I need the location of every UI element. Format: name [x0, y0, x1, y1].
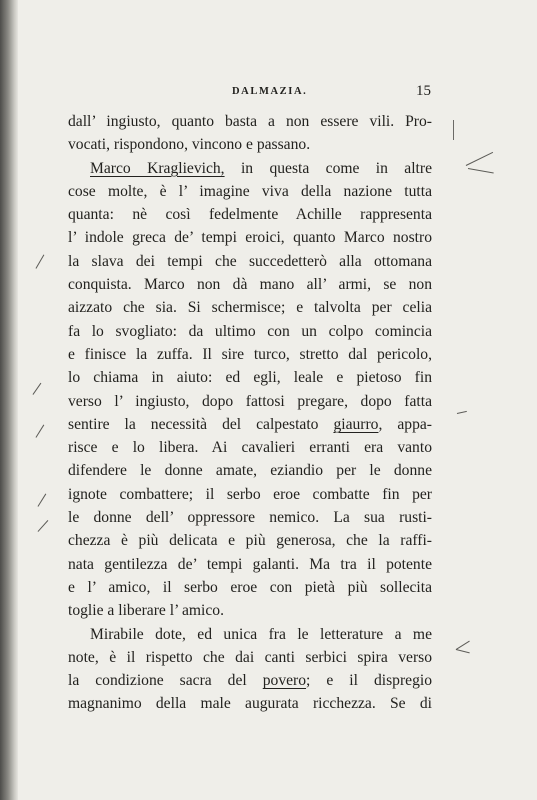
text-line: chezza è più delicata e più generosa, che la raffi- [68, 532, 432, 550]
text-line: e l’ amico, il serbo eroe con pietà più sollecita [68, 578, 432, 596]
book-spine-shadow [0, 0, 18, 800]
text-line: conquista. Marco non dà mano all’ armi, se non [68, 276, 432, 294]
text-line: lo chiama in aiuto: ed egli, leale e pietoso fin [68, 369, 432, 387]
text-line: e finisce la zuffa. Il sire turco, stretto dal pericolo, [68, 345, 432, 363]
underlined-word: giaurro [333, 415, 379, 433]
text-line: dall’ ingiusto, quanto basta a non essere vili. Pro- [68, 113, 432, 130]
text-line: ignote combattere; il serbo eroe combatte fin per [68, 485, 432, 503]
text-line: sentire la necessità del calpestato giaurro, appa- [68, 415, 432, 433]
text-line: toglie a liberare l’ amico. [68, 602, 225, 620]
text-line: verso l’ ingiusto, dopo fattosi pregare, dopo fatta [68, 392, 432, 410]
body-text [68, 110, 432, 716]
page-number: 15 [416, 83, 431, 99]
text-line: risce e lo libera. Ai cavalieri erranti era vanto [68, 439, 432, 457]
text-line: nata gentilezza de’ tempi galanti. Ma tra il potente [68, 555, 432, 573]
text-line: le donne dell’ oppressore nemico. La sua rusti- [68, 509, 432, 527]
pencil-mark [453, 120, 454, 140]
text-line: fa lo svogliato: da ultimo con un colpo comincia [68, 322, 432, 340]
text-line: la slava dei tempi che succedetterò alla ottomana [68, 252, 432, 270]
text-line: la condizione sacra del povero; e il dispregio [68, 672, 432, 690]
text-line: vocati, rispondono, vincono e passano. [68, 136, 311, 154]
text-line: cose molte, è l’ imagine viva della nazione tutta [68, 182, 432, 200]
text-line: Marco Kraglievich, in questa come in altre [90, 159, 432, 177]
text-line: quanta: nè così fedelmente Achille rappresenta [68, 206, 432, 224]
text-line: magnanimo della male augurata ricchezza. Se di [68, 695, 432, 713]
running-head [0, 83, 537, 103]
text-line: l’ indole greca de’ tempi eroici, quanto Marco nostro [68, 229, 432, 247]
text-line: note, è il rispetto che dai canti serbici spira verso [68, 648, 432, 666]
running-head-title: DALMAZIA. [232, 86, 308, 97]
text-line: Mirabile dote, ed unica fra le letterature a me [90, 625, 432, 643]
underlined-word: povero [262, 672, 307, 690]
text-line: aizzato che sia. Si schermisce; e talvolta per celia [68, 299, 432, 317]
text-line: difendere le donne amate, eziandio per le donne [68, 462, 432, 480]
underlined-name: Marco Kraglievich, [90, 159, 225, 177]
